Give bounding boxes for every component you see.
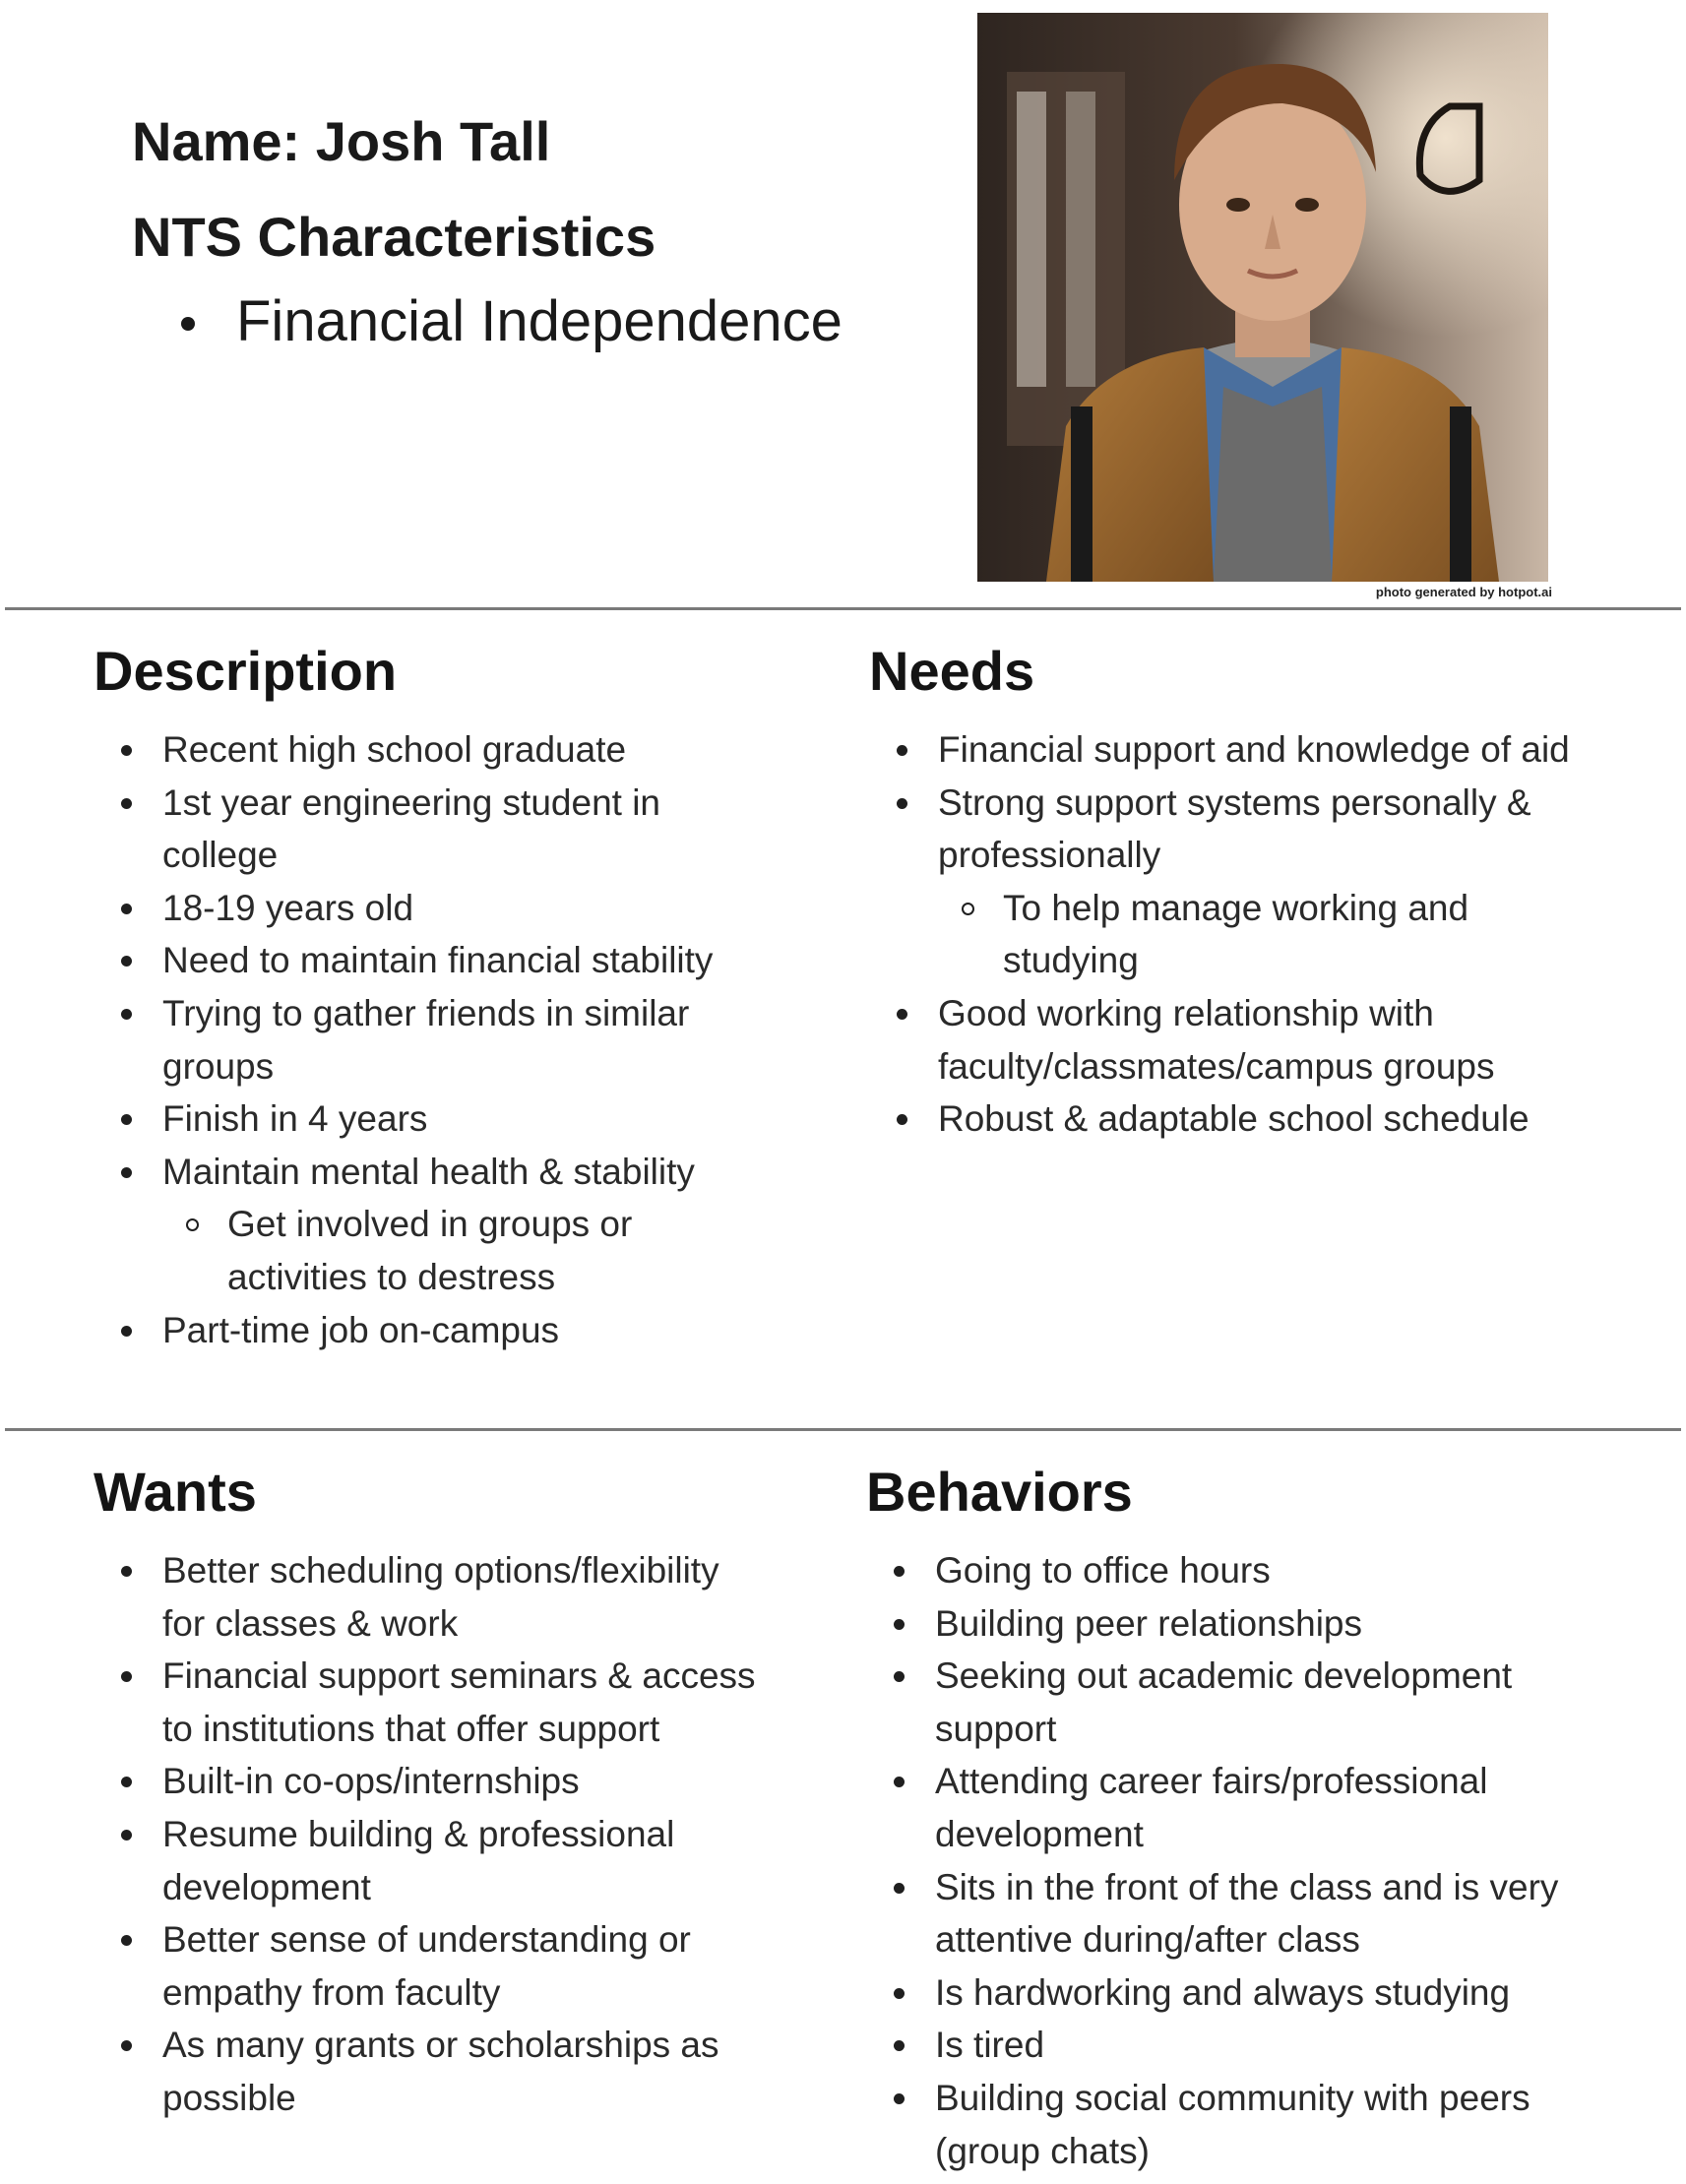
behaviors-list — [866, 1544, 1654, 2177]
list-item-text: Good working relationship with — [938, 992, 1434, 1033]
list-item-text: As many grants or scholarships as — [162, 2025, 719, 2066]
bullet-icon — [121, 745, 132, 756]
list-item-text: Built-in co-ops/internships — [162, 1761, 580, 1802]
list-item — [94, 1544, 782, 1597]
list-item-text: To help manage working and — [1003, 887, 1469, 928]
bullet-icon — [894, 2040, 905, 2051]
list-item — [869, 777, 1656, 830]
list-item-text: (group chats) — [935, 2130, 1150, 2171]
list-item-text: 18-19 years old — [162, 887, 414, 928]
list-item-text: professionally — [938, 835, 1161, 876]
list-item — [94, 934, 782, 987]
list-item-text: Maintain mental health & stability — [162, 1151, 695, 1192]
list-item-text: Recent high school graduate — [162, 729, 627, 770]
list-item — [94, 1304, 782, 1357]
list-item-text: Sits in the front of the class and is very — [935, 1866, 1559, 1907]
list-item — [866, 1650, 1654, 1703]
bullet-icon — [121, 1671, 132, 1682]
divider-top — [5, 607, 1681, 610]
bullet-icon — [121, 1777, 132, 1787]
list-item — [94, 882, 782, 935]
list-item-text: Trying to gather friends in similar — [162, 992, 690, 1033]
bullet-icon — [121, 1326, 132, 1337]
list-item-text: Need to maintain financial stability — [162, 940, 714, 981]
list-item-text: Better scheduling options/flexibility — [162, 1550, 719, 1591]
list-item — [94, 1040, 782, 1093]
behaviors-section — [866, 1459, 1654, 2177]
photo-credit: photo generated by hotpot.ai — [1375, 585, 1552, 599]
list-item-text: Building social community with peers — [935, 2077, 1530, 2118]
list-item-text: attentive during/after class — [935, 1919, 1360, 1961]
characteristics-list — [132, 285, 843, 358]
list-item — [94, 1861, 782, 1914]
list-item — [94, 829, 782, 882]
bullet-icon — [121, 1009, 132, 1020]
list-item-text: faculty/classmates/campus groups — [938, 1045, 1495, 1087]
list-item — [94, 1966, 782, 2020]
list-item — [869, 723, 1656, 777]
needs-list — [869, 723, 1656, 1146]
list-item-text: Financial support seminars & access — [162, 1655, 756, 1697]
list-item — [866, 2019, 1654, 2072]
bullet-icon — [894, 1566, 905, 1577]
list-item-text: possible — [162, 2077, 296, 2118]
divider-middle — [5, 1428, 1681, 1431]
list-item — [866, 1755, 1654, 1808]
list-item-text: to institutions that offer support — [162, 1708, 660, 1749]
list-item — [94, 2019, 782, 2072]
bullet-icon — [894, 1777, 905, 1787]
bullet-icon — [121, 904, 132, 914]
list-item-text: development — [162, 1866, 371, 1907]
description-list — [94, 723, 782, 1356]
list-item — [94, 2072, 782, 2125]
list-item-text: Part-time job on-campus — [162, 1309, 560, 1350]
list-item-text: Get involved in groups or — [227, 1204, 633, 1245]
bullet-icon — [121, 1114, 132, 1125]
list-item — [94, 1703, 782, 1756]
bullet-icon — [894, 1671, 905, 1682]
list-item-text: studying — [1003, 940, 1139, 981]
bullet-icon — [897, 1009, 907, 1020]
list-item — [866, 2072, 1654, 2125]
needs-section — [869, 638, 1656, 1146]
bullet-icon — [121, 1566, 132, 1577]
list-item — [94, 1092, 782, 1146]
list-item — [94, 1650, 782, 1703]
list-item — [866, 1966, 1654, 2020]
list-item — [869, 1040, 1656, 1093]
bullet-icon — [121, 798, 132, 809]
list-item-text: Resume building & professional — [162, 1813, 675, 1854]
bullet-icon — [181, 317, 195, 331]
sub-list-item — [94, 1251, 782, 1304]
list-item-text: 1st year engineering student in — [162, 781, 661, 823]
list-item-text: Is tired — [935, 2025, 1045, 2066]
list-item-text: Attending career fairs/professional — [935, 1761, 1488, 1802]
list-item-text: Is hardworking and always studying — [935, 1971, 1511, 2013]
list-item — [866, 1913, 1654, 1966]
list-item — [866, 1808, 1654, 1861]
persona-photo — [977, 13, 1548, 582]
characteristic-text: Financial Independence — [236, 289, 843, 353]
wants-section — [94, 1459, 782, 2125]
description-title: Description — [94, 640, 398, 702]
list-item-text: college — [162, 835, 279, 876]
list-item-text: for classes & work — [162, 1602, 459, 1644]
characteristic-item — [132, 285, 843, 358]
list-item — [94, 1597, 782, 1651]
list-item — [94, 1913, 782, 1966]
description-section — [94, 638, 782, 1356]
bullet-icon — [121, 956, 132, 967]
bullet-icon — [894, 1619, 905, 1630]
list-item-text: empathy from faculty — [162, 1971, 501, 2013]
list-item-text: support — [935, 1708, 1057, 1749]
portrait-illustration — [977, 13, 1548, 582]
wants-list — [94, 1544, 782, 2125]
bullet-icon — [894, 1883, 905, 1894]
persona-name: Name: Josh Tall — [132, 110, 551, 172]
list-item-text: Building peer relationships — [935, 1602, 1362, 1644]
list-item — [866, 1597, 1654, 1651]
list-item — [866, 1861, 1654, 1914]
bullet-icon — [121, 1830, 132, 1841]
list-item — [866, 1703, 1654, 1756]
list-item-text: Going to office hours — [935, 1550, 1271, 1591]
bullet-icon — [121, 1167, 132, 1178]
sub-list-item — [869, 934, 1656, 987]
hollow-bullet-icon — [186, 1218, 199, 1231]
list-item — [94, 777, 782, 830]
list-item-text: groups — [162, 1045, 275, 1087]
bullet-icon — [121, 2040, 132, 2051]
list-item-text: Better sense of understanding or — [162, 1919, 691, 1961]
list-item-text: Finish in 4 years — [162, 1098, 428, 1140]
list-item — [869, 987, 1656, 1040]
bullet-icon — [894, 1988, 905, 1999]
list-item — [94, 723, 782, 777]
bullet-icon — [894, 2093, 905, 2104]
bullet-icon — [121, 1935, 132, 1946]
list-item-text: activities to destress — [227, 1256, 556, 1297]
list-item — [94, 1146, 782, 1199]
sub-list-item — [94, 1198, 782, 1251]
list-item-text: Strong support systems personally & — [938, 781, 1531, 823]
list-item — [866, 1544, 1654, 1597]
list-item-text: development — [935, 1813, 1144, 1854]
list-item — [869, 1092, 1656, 1146]
list-item-text: Financial support and knowledge of aid — [938, 729, 1570, 770]
list-item-text: Robust & adaptable school schedule — [938, 1098, 1530, 1140]
list-item — [866, 2125, 1654, 2178]
bullet-icon — [897, 798, 907, 809]
hollow-bullet-icon — [962, 903, 974, 915]
bullet-icon — [897, 1114, 907, 1125]
behaviors-title: Behaviors — [866, 1461, 1133, 1523]
list-item — [94, 1808, 782, 1861]
needs-title: Needs — [869, 640, 1035, 702]
wants-title: Wants — [94, 1461, 257, 1523]
bullet-icon — [897, 745, 907, 756]
characteristics-title: NTS Characteristics — [132, 206, 656, 268]
list-item — [94, 987, 782, 1040]
sub-list-item — [869, 882, 1656, 935]
list-item — [94, 1755, 782, 1808]
list-item-text: Seeking out academic development — [935, 1655, 1513, 1697]
list-item — [869, 829, 1656, 882]
